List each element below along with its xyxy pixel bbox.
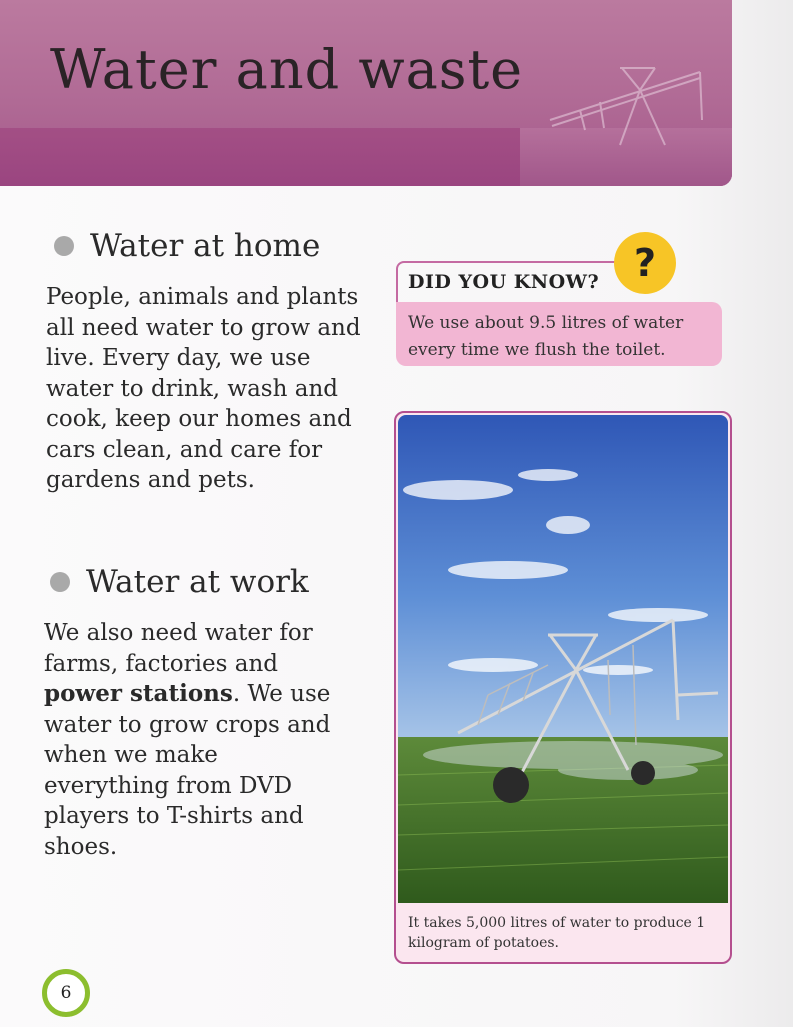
key-term-power-stations: power stations (44, 680, 233, 707)
section-heading-label: Water at work (86, 564, 309, 600)
section-heading-home (54, 228, 320, 264)
did-you-know-box (396, 241, 732, 369)
irrigation-photo-image (398, 415, 728, 903)
bullet-icon (54, 236, 74, 256)
irrigation-silhouette-icon (540, 50, 730, 170)
bullet-icon (50, 572, 70, 592)
body-text-segment: We also need water for farms, factories and (44, 620, 313, 677)
body-text-segment: . We use water to grow crops and when we make everything from DVD players to T-shirts and shoes. (44, 681, 331, 860)
header-banner (0, 0, 732, 186)
section-body-work (44, 618, 334, 862)
photo-caption: It takes 5,000 litres of water to produce 1 kilogram of potatoes. (408, 915, 706, 951)
section-heading-work (50, 564, 309, 600)
did-you-know-title: DID YOU KNOW? (408, 271, 600, 293)
page-title: Water and waste (50, 38, 524, 101)
question-mark-icon: ? (614, 232, 676, 294)
section-body-home: People, animals and plants all need water to grow and live. Every day, we use water to drink, wash and cook, keep our homes and cars clean, and care for gardens and pets. (46, 284, 361, 493)
irrigation-photo (398, 415, 728, 903)
section-heading-label: Water at home (90, 228, 321, 264)
did-you-know-text: We use about 9.5 litres of water every time we flush the toilet. (408, 313, 684, 360)
page-number: 6 (42, 969, 90, 1017)
photo-card (394, 411, 732, 964)
